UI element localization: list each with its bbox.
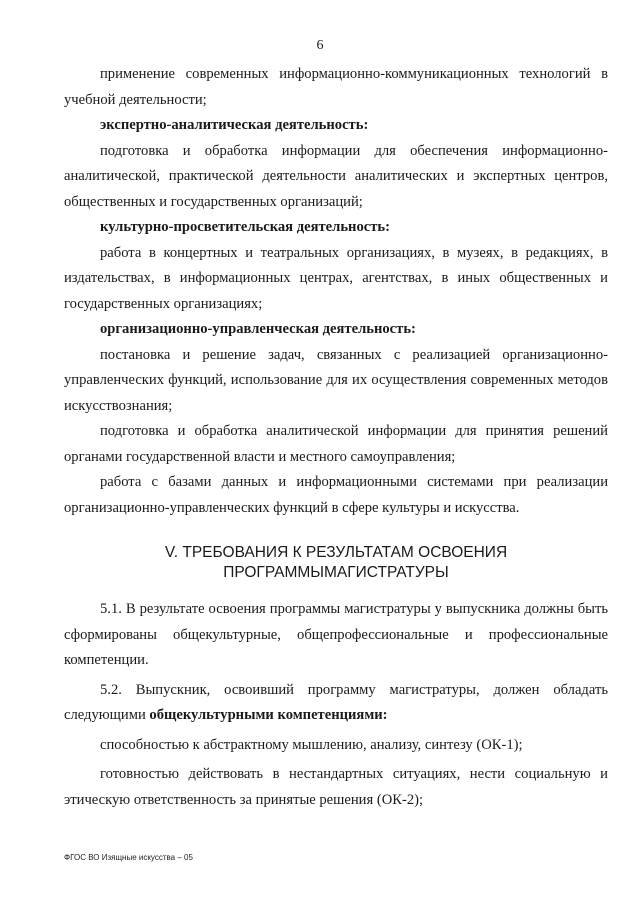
section-title-line1: V. ТРЕБОВАНИЯ К РЕЗУЛЬТАТАМ ОСВОЕНИЯ bbox=[164, 544, 508, 561]
footer-note: ФГОС ВО Изящные искусства – 05 bbox=[64, 853, 193, 862]
paragraph-5-1: 5.1. В результате освоения программы магистратуры у выпускника должны быть сформированы общекультурные, общепрофессиональные и профессиональные компетенции. bbox=[64, 601, 608, 668]
paragraph-databases: работа с базами данных и информационными системами при реализации организационно-управленческих функций в сфере культуры и искусства. bbox=[64, 474, 608, 516]
paragraph-ict: применение современных информационно-коммуникационных технологий в учебной деятельности; bbox=[64, 66, 608, 108]
competence-ok-2: готовностью действовать в нестандартных ситуациях, нести социальную и этическую ответственность за принятые решения (ОК-2); bbox=[64, 766, 608, 808]
section-title bbox=[64, 543, 608, 583]
section-title-line2: ПРОГРАММЫМАГИСТРАТУРЫ bbox=[223, 564, 449, 581]
document-body bbox=[64, 62, 608, 813]
heading-organizational-managerial: организационно-управленческая деятельность: bbox=[100, 321, 416, 337]
paragraph-expert: подготовка и обработка информации для обеспечения информационно-аналитической, практической деятельности аналитических и экспертных центров, общественных и государственных организаций; bbox=[64, 142, 608, 210]
paragraph-cultural: работа в концертных и театральных организациях, в музеях, в редакциях, в издательствах, в информационных центрах, агентствах, в иных общественных и государственных организациях; bbox=[64, 244, 608, 312]
competence-ok-1: способностью к абстрактному мышлению, анализу, синтезу (ОК-1); bbox=[100, 736, 523, 753]
paragraph-analytical-info: подготовка и обработка аналитической информации для принятия решений органами государственной власти и местного самоуправления; bbox=[64, 423, 608, 465]
heading-expert-analytical: экспертно-аналитическая деятельность: bbox=[100, 117, 369, 133]
paragraph-5-2-bold: общекультурными компетенциями: bbox=[149, 707, 388, 723]
heading-cultural-educational: культурно-просветительская деятельность: bbox=[100, 219, 390, 235]
paragraph-5-2-text: 5.2. Выпускник, освоивший программу магистратуры, должен обладать следующими bbox=[64, 681, 608, 723]
paragraph-5-2 bbox=[64, 678, 608, 729]
paragraph-org-tasks: постановка и решение задач, связанных с реализацией организационно-управленческих функций, использование для их осуществления современных методов искусствознания; bbox=[64, 346, 608, 414]
page-number: 6 bbox=[316, 38, 324, 53]
